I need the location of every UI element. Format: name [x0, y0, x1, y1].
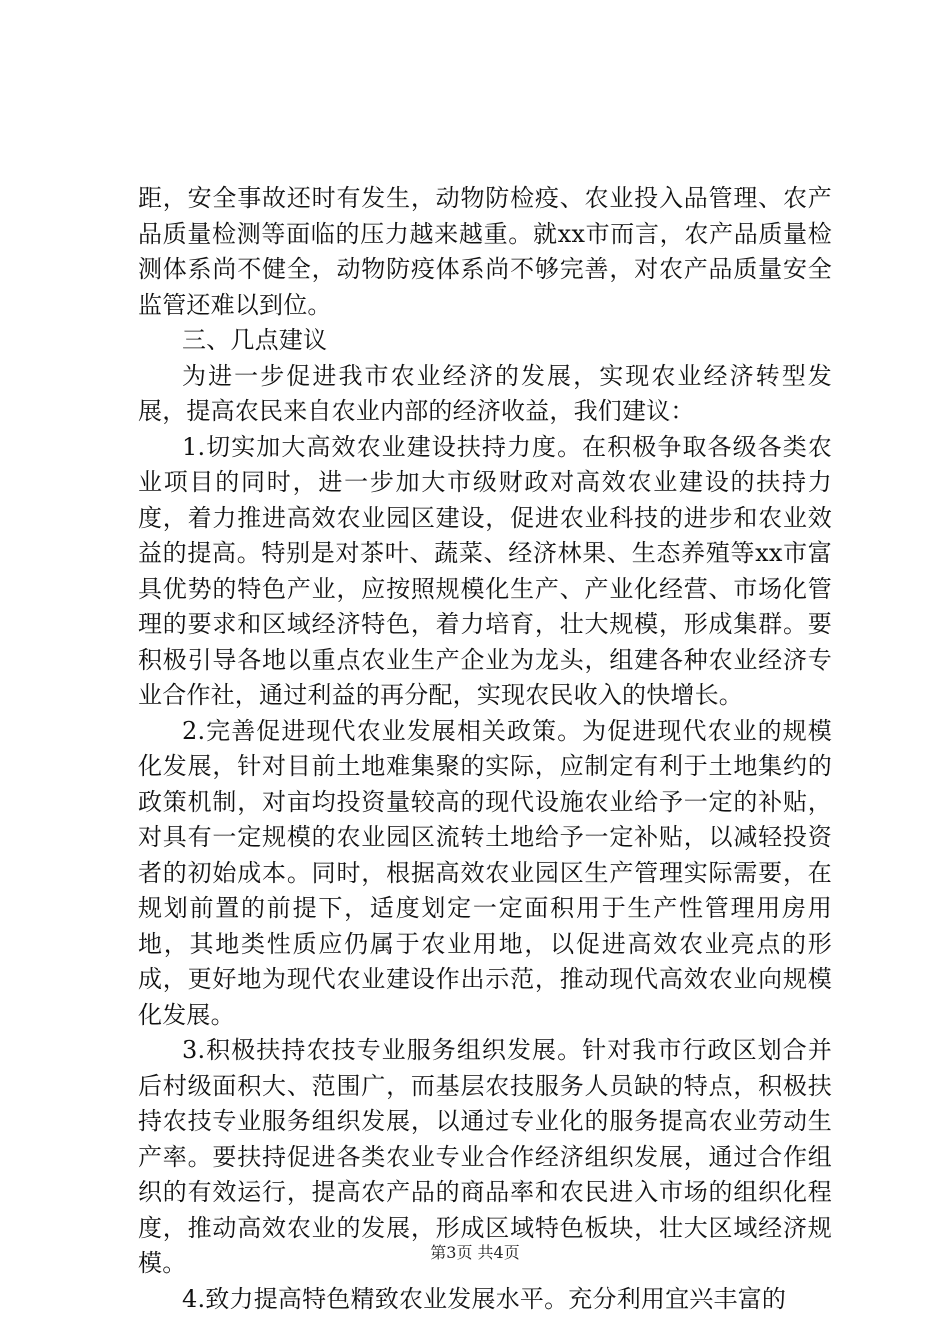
paragraph-continuation: 距，安全事故还时有发生，动物防检疫、农业投入品管理、农产品质量检测等面临的压力越来越重。就xx市而言，农产品质量检测体系尚不健全，动物防疫体系尚不够完善，对农产品质量安全监管还难以到位。 — [138, 184, 832, 319]
page-number-footer: 第3页 共4页 — [430, 1243, 520, 1262]
paragraph-item-3: 3.积极扶持农技专业服务组织发展。针对我市行政区划合并后村级面积大、范围广，而基层农技服务人员缺的特点，积极扶持农技专业服务组织发展，以通过专业化的服务提高农业劳动生产率。要扶持促进各类农业专业合作经济组织发展，通过合作组织的有效运行，提高农产品的商品率和农民进入市场的组织化程度，推动高效农业的发展，形成区域特色板块，壮大区域经济规模。 — [138, 1036, 832, 1277]
section-heading-suggestions: 三、几点建议 — [182, 326, 328, 354]
document-body — [138, 181, 832, 1317]
paragraph-item-2: 2.完善促进现代农业发展相关政策。为促进现代农业的规模化发展，针对目前土地难集聚的实际，应制定有利于土地集约的政策机制，对亩均投资量较高的现代设施农业给予一定的补贴，对具有一定规模的农业园区流转土地给予一定补贴，以减轻投资者的初始成本。同时，根据高效农业园区生产管理实际需要，在规划前置的前提下，适度划定一定面积用于生产性管理用房用地，其地类性质应仍属于农业用地，以促进高效农业亮点的形成，更好地为现代农业建设作出示范，推动现代高效农业向规模化发展。 — [138, 716, 832, 1029]
paragraph-item-4: 4.致力提高特色精致农业发展水平。充分利用宜兴丰富的 — [182, 1284, 787, 1313]
paragraph-item-1: 1.切实加大高效农业建设扶持力度。在积极争取各级各类农业项目的同时，进一步加大市级财政对高效农业建设的扶持力度，着力推进高效农业园区建设，促进农业科技的进步和农业效益的提高。特别是对茶叶、蔬菜、经济林果、生态养殖等xx市富具优势的特色产业，应按照规模化生产、产业化经营、市场化管理的要求和区域经济特色，着力培育，壮大规模，形成集群。要积极引导各地以重点农业生产企业为龙头，组建各种农业经济专业合作社，通过利益的再分配，实现农民收入的快增长。 — [138, 432, 832, 709]
paragraph-intro: 为进一步促进我市农业经济的发展，实现农业经济转型发展，提高农民来自农业内部的经济收益，我们建议： — [138, 361, 832, 425]
